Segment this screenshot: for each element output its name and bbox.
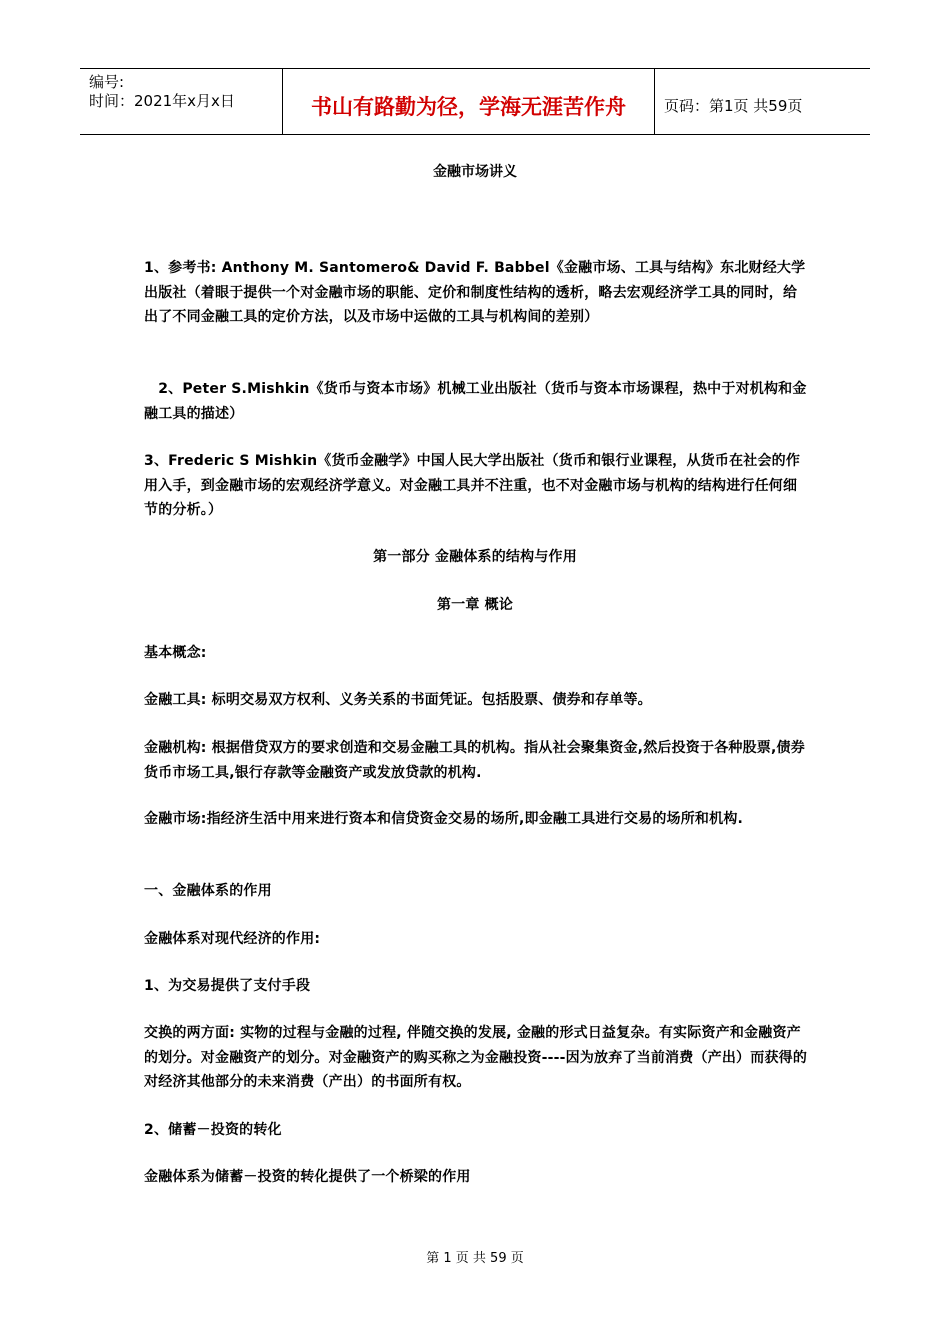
subsection-heading-2: 2、储蓄－投资的转化 (144, 1122, 282, 1138)
section-heading-1: 一、金融体系的作用 (144, 883, 272, 899)
header-divider (654, 69, 655, 134)
subsection-heading-1: 1、为交易提供了支付手段 (144, 978, 311, 994)
reference-2: 2、Peter S.Mishkin《货币与资本市场》机械工业出版社（货币与资本市场课程，热中于对机构和金融工具的描述） (144, 381, 807, 422)
part-heading: 第一部分 金融体系的结构与作用 (373, 549, 577, 565)
reference-1: 1、参考书: Anthony M. Santomero& David F. Babbel《金融市场、工具与结构》东北财经大学出版社（着眼于提供一个对金融市场的职能、定价和制度性结构的透析，略去宏观经济学工具的同时，给出了不同金融工具的定价方法，以及市场中运做的工具与机构间的差别） (144, 260, 806, 325)
date-line: 时间：2021年x月x日 (89, 92, 235, 110)
definition-financial-instrument: 金融工具: 标明交易双方权利、义务关系的书面凭证。包括股票、债券和存单等。 (144, 692, 652, 708)
serial-label: 编号: (89, 73, 125, 91)
chapter-heading: 第一章 概论 (436, 597, 514, 613)
header-motto: 书山有路勤为径，学海无涯苦作舟 (311, 95, 626, 119)
document-title: 金融市场讲义 (433, 164, 517, 180)
header-page-info: 页码：第1页 共59页 (664, 97, 803, 115)
header-meta (89, 73, 235, 111)
section-intro: 金融体系对现代经济的作用: (144, 931, 321, 947)
page-footer: 第 1 页 共 59 页 (426, 1251, 524, 1266)
exchange-paragraph: 交换的两方面: 实物的过程与金融的过程, 伴随交换的发展, 金融的形式日益复杂。有实际资产和金融资产的划分。对金融资产的划分。对金融资产的购买称之为金融投资----因为放弃了当前消费（产出）而获得的对经济其他部分的未来消费（产出）的书面所有权。 (144, 1025, 808, 1090)
document-header (80, 68, 870, 135)
definition-financial-institution: 金融机构: 根据借贷双方的要求创造和交易金融工具的机构。指从社会聚集资金,然后投资于各种股票,债券货币市场工具,银行存款等金融资产或发放贷款的机构. (144, 740, 805, 781)
basic-concepts-heading: 基本概念: (144, 645, 207, 661)
reference-3: 3、Frederic S Mishkin《货币金融学》中国人民大学出版社（货币和银行业课程，从货币在社会的作用入手，到金融市场的宏观经济学意义。对金融工具并不注重，也不对金融市场与机构的结构进行任何细节的分析。） (144, 453, 801, 518)
definition-financial-market: 金融市场:指经济生活中用来进行资本和信贷资金交易的场所,即金融工具进行交易的场所和机构. (144, 811, 744, 827)
savings-investment-paragraph: 金融体系为储蓄－投资的转化提供了一个桥梁的作用 (144, 1169, 471, 1185)
